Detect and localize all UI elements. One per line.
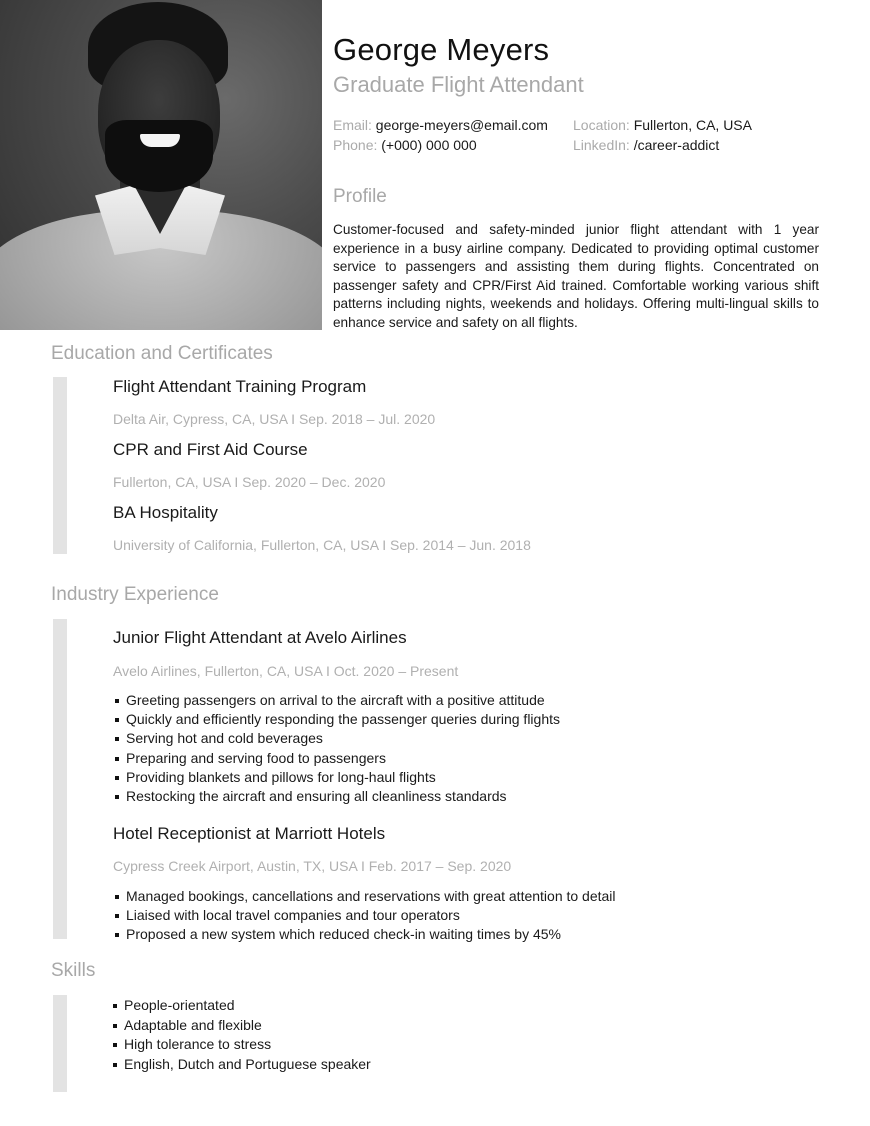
skill-item: English, Dutch and Portuguese speaker bbox=[112, 1055, 371, 1075]
bullet-item: Greeting passengers on arrival to the aircraft with a positive attitude bbox=[114, 691, 560, 710]
email-value[interactable]: george-meyers@email.com bbox=[375, 117, 548, 133]
experience-item-meta: Cypress Creek Airport, Austin, TX, USA I Feb. 2017 – Sep. 2020 bbox=[113, 858, 512, 874]
bullet-item: Managed bookings, cancellations and reservations with great attention to detail bbox=[114, 887, 616, 906]
experience-item-bullets bbox=[114, 887, 616, 945]
bullet-item: Restocking the aircraft and ensuring all cleanliness standards bbox=[114, 787, 560, 806]
contact-phone bbox=[333, 136, 573, 155]
candidate-title: Graduate Flight Attendant bbox=[333, 72, 584, 97]
email-label: Email: bbox=[333, 117, 372, 133]
contact-location bbox=[573, 116, 823, 135]
education-heading: Education and Certificates bbox=[51, 343, 273, 364]
phone-label: Phone: bbox=[333, 137, 378, 153]
skills-heading: Skills bbox=[51, 960, 96, 981]
bullet-item: Serving hot and cold beverages bbox=[114, 729, 560, 748]
contact-info bbox=[333, 116, 823, 155]
experience-heading: Industry Experience bbox=[51, 584, 219, 605]
linkedin-value[interactable]: /career-addict bbox=[633, 137, 720, 153]
bullet-item: Proposed a new system which reduced check-in waiting times by 45% bbox=[114, 925, 616, 944]
resume-header bbox=[333, 30, 823, 155]
skill-item: People-orientated bbox=[112, 996, 371, 1016]
candidate-name: George Meyers bbox=[333, 32, 550, 67]
experience-item-meta: Avelo Airlines, Fullerton, CA, USA I Oct. 2020 – Present bbox=[113, 663, 459, 679]
photo-smile bbox=[140, 134, 180, 147]
education-item-title: BA Hospitality bbox=[113, 503, 218, 522]
education-item-meta: University of California, Fullerton, CA, USA I Sep. 2014 – Jun. 2018 bbox=[113, 537, 531, 553]
profile-summary: Customer-focused and safety-minded junior flight attendant with 1 year experience in a busy airline company. Dedicated to providing optimal customer service to passengers and assisting them during flights. Concentrated on passenger safety and CPR/First Aid trained. Comfortable working various shift patterns including nights, weekends and holidays. Offering multi-lingual skills to enhance service and safety on all flights. bbox=[333, 222, 819, 330]
experience-accent-bar bbox=[53, 619, 67, 939]
education-item-title: Flight Attendant Training Program bbox=[113, 377, 367, 396]
skill-item: Adaptable and flexible bbox=[112, 1016, 371, 1036]
education-item-meta: Fullerton, CA, USA I Sep. 2020 – Dec. 2020 bbox=[113, 474, 386, 490]
skill-item: High tolerance to stress bbox=[112, 1035, 371, 1055]
contact-linkedin bbox=[573, 136, 823, 155]
bullet-item: Quickly and efficiently responding the passenger queries during flights bbox=[114, 710, 560, 729]
linkedin-label: LinkedIn: bbox=[573, 137, 630, 153]
education-accent-bar bbox=[53, 377, 67, 554]
bullet-item: Providing blankets and pillows for long-haul flights bbox=[114, 768, 560, 787]
education-item-meta: Delta Air, Cypress, CA, USA I Sep. 2018 – Jul. 2020 bbox=[113, 411, 436, 427]
location-label: Location: bbox=[573, 117, 630, 133]
contact-email bbox=[333, 116, 573, 135]
profile-photo bbox=[0, 0, 322, 330]
experience-item-title: Hotel Receptionist at Marriott Hotels bbox=[113, 824, 386, 843]
bullet-item: Preparing and serving food to passengers bbox=[114, 749, 560, 768]
experience-item-bullets bbox=[114, 691, 560, 806]
education-item-title: CPR and First Aid Course bbox=[113, 440, 308, 459]
phone-value: (+000) 000 000 bbox=[381, 137, 477, 153]
experience-item-title: Junior Flight Attendant at Avelo Airlines bbox=[113, 628, 407, 647]
skills-list bbox=[112, 996, 371, 1075]
location-value: Fullerton, CA, USA bbox=[633, 117, 752, 133]
profile-heading: Profile bbox=[333, 186, 387, 207]
photo-beard bbox=[105, 120, 213, 192]
bullet-item: Liaised with local travel companies and tour operators bbox=[114, 906, 616, 925]
skills-accent-bar bbox=[53, 995, 67, 1092]
